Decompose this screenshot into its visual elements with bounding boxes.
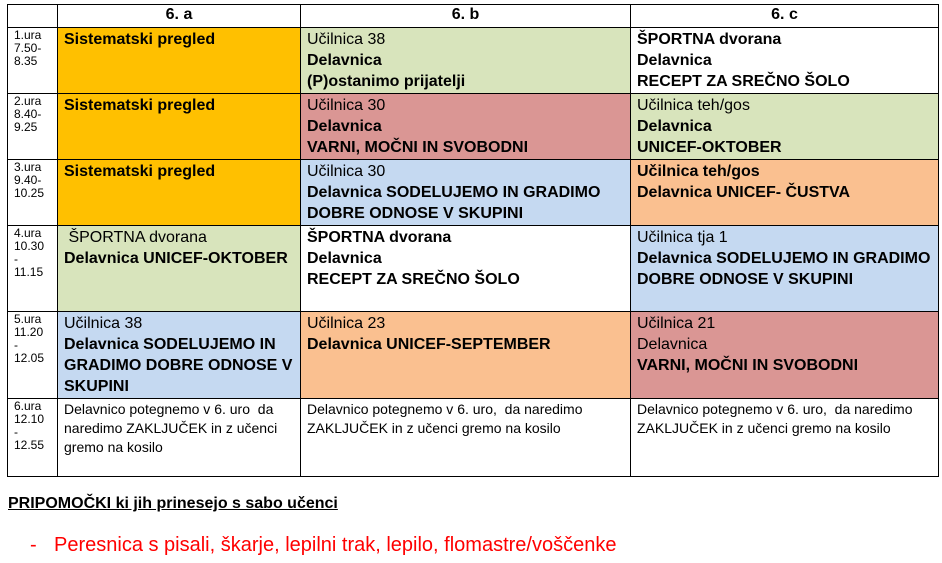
schedule-row [8, 312, 939, 399]
cell-line: Učilnica tja 1 [637, 229, 728, 246]
period-cell: 6.ura 12.10 - 12.55 [8, 399, 58, 477]
class-header-6a: 6. a [58, 5, 301, 28]
schedule-cell [631, 160, 939, 226]
cell-line: Delavnica SODELUJEMO IN GRADIMO DOBRE ODNOSE V SKUPINI [637, 250, 935, 288]
schedule-cell [58, 160, 301, 226]
cell-line: Delavnica [637, 118, 712, 135]
cell-line: Učilnica 23 [307, 315, 386, 332]
list-dash: - [30, 534, 37, 556]
schedule-cell [58, 226, 301, 312]
schedule-cell [301, 399, 631, 477]
cell-line: Delavnica UNICEF-SEPTEMBER [307, 336, 551, 353]
cell-line: Delavnica UNICEF- ČUSTVA [637, 184, 851, 201]
cell-line: Učilnica 38 [64, 315, 143, 332]
schedule-cell [631, 226, 939, 312]
schedule-row [8, 399, 939, 477]
cell-line: Delavnica SODELUJEMO IN GRADIMO DOBRE ODNOSE V SKUPINI [64, 336, 297, 395]
corner-cell [8, 5, 58, 28]
cell-line: Delavnica [307, 250, 382, 267]
cell-line: ŠPORTNA dvorana [64, 229, 207, 246]
cell-line: (P)ostanimo prijatelji [307, 73, 466, 90]
cell-line: Delavnica [307, 52, 382, 69]
class-header-6c: 6. c [631, 5, 939, 28]
period-cell: 5.ura 11.20 - 12.05 [8, 312, 58, 399]
cell-line: Delavnico potegnemo v 6. uro, da naredimo ZAKLJUČEK in z učenci gremo na kosilo [637, 401, 917, 436]
schedule-cell [58, 28, 301, 94]
header-row [8, 5, 939, 28]
schedule-cell [58, 312, 301, 399]
cell-line: Učilnica teh/gos [637, 97, 750, 114]
cell-line: Učilnica teh/gos [637, 163, 760, 180]
schedule-cell [301, 226, 631, 312]
cell-line: Učilnica 38 [307, 31, 386, 48]
schedule-cell [631, 399, 939, 477]
schedule-cell [631, 28, 939, 94]
cell-line: Sistematski pregled [64, 163, 216, 180]
schedule-row [8, 226, 939, 312]
tools-heading: PRIPOMOČKI ki jih prinesejo s sabo učenci [8, 495, 338, 512]
cell-line: ŠPORTNA dvorana [307, 229, 452, 246]
cell-line: Sistematski pregled [64, 97, 216, 114]
schedule-cell [301, 312, 631, 399]
schedule-cell [301, 28, 631, 94]
schedule-row [8, 28, 939, 94]
cell-line: Učilnica 30 [307, 97, 386, 114]
schedule-cell [58, 399, 301, 477]
cell-line: RECEPT ZA SREČNO ŠOLO [637, 73, 850, 90]
cell-line: VARNI, MOČNI IN SVOBODNI [307, 139, 529, 156]
schedule-row [8, 94, 939, 160]
cell-line: UNICEF-OKTOBER [637, 139, 782, 156]
period-cell: 2.ura 8.40- 9.25 [8, 94, 58, 160]
cell-line: RECEPT ZA SREČNO ŠOLO [307, 271, 520, 288]
schedule-row [8, 160, 939, 226]
cell-line: Delavnico potegnemo v 6. uro da naredimo ZAKLJUČEK in z učenci gremo na kosilo [64, 401, 282, 455]
tools-list-item [30, 534, 616, 557]
period-cell: 4.ura 10.30 - 11.15 [8, 226, 58, 312]
cell-line: VARNI, MOČNI IN SVOBODNI [637, 357, 859, 374]
class-header-6b: 6. b [301, 5, 631, 28]
cell-line: Delavnica [307, 118, 382, 135]
cell-line: Delavnica SODELUJEMO IN GRADIMO DOBRE ODNOSE V SKUPINI [307, 184, 605, 222]
period-cell: 3.ura 9.40- 10.25 [8, 160, 58, 226]
schedule-cell [631, 312, 939, 399]
cell-line: Delavnica [637, 52, 712, 69]
schedule-cell [58, 94, 301, 160]
cell-line: Delavnico potegnemo v 6. uro, da naredimo ZAKLJUČEK in z učenci gremo na kosilo [307, 401, 587, 436]
cell-line: Delavnica UNICEF-OKTOBER [64, 250, 288, 267]
schedule-cell [631, 94, 939, 160]
cell-line: Sistematski pregled [64, 31, 216, 48]
cell-line: Učilnica 30 [307, 163, 386, 180]
schedule-table [7, 4, 939, 477]
tools-list-text: Peresnica s pisali, škarje, lepilni trak, lepilo, flomastre/voščenke [54, 534, 617, 556]
schedule-cell [301, 94, 631, 160]
cell-line: Učilnica 21 [637, 315, 716, 332]
cell-line: ŠPORTNA dvorana [637, 31, 782, 48]
cell-line: Delavnica [637, 336, 708, 353]
period-cell: 1.ura 7.50- 8.35 [8, 28, 58, 94]
schedule-cell [301, 160, 631, 226]
